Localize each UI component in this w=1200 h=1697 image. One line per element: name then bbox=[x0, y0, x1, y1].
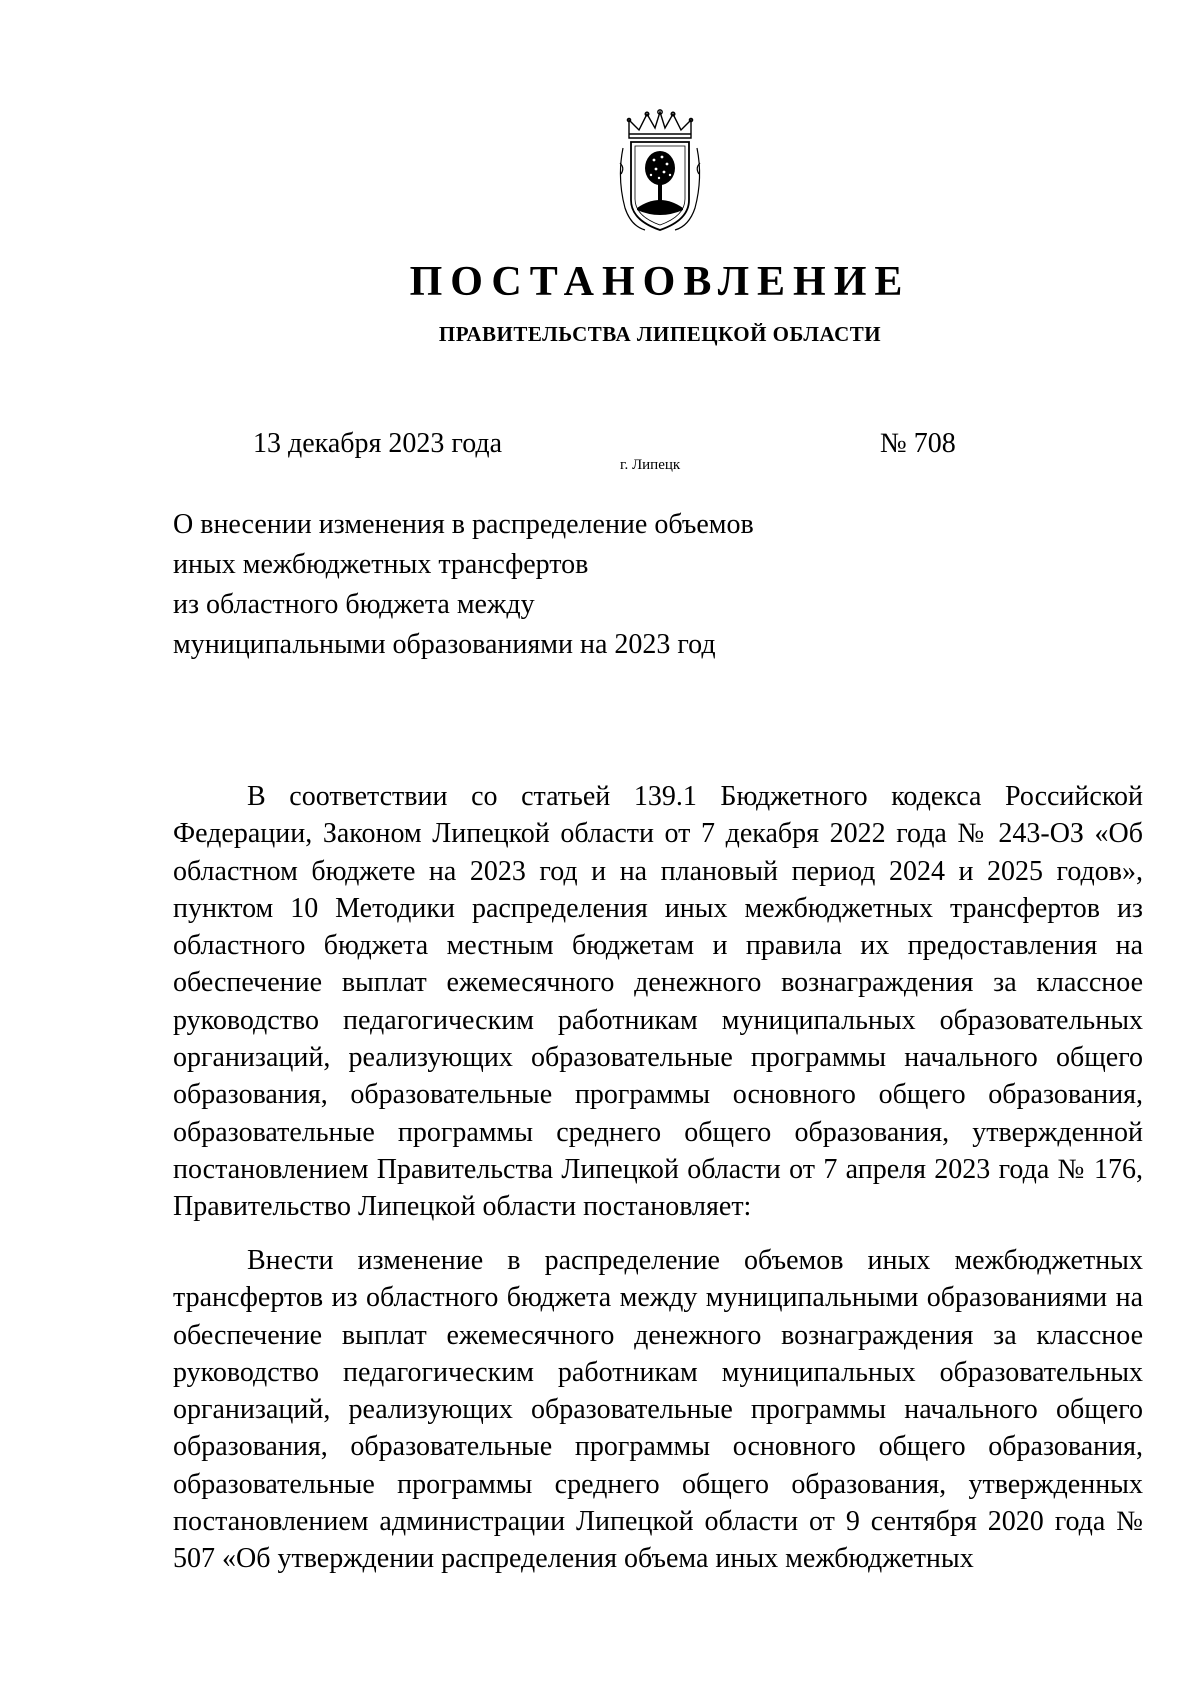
subject-line: иных межбюджетных трансфертов bbox=[173, 549, 589, 580]
issuing-authority: ПРАВИТЕЛЬСТВА ЛИПЕЦКОЙ ОБЛАСТИ bbox=[438, 322, 882, 346]
document-date: 13 декабря 2023 года bbox=[253, 428, 503, 459]
subject-line: из областного бюджета между bbox=[173, 589, 535, 620]
document-place: г. Липецк bbox=[620, 457, 681, 473]
body-paragraph: Внести изменение в распределение объемов иных межбюджетных трансфертов из областного бюджета между муниципальными образованиями на обеспечение выплат ежемесячного денежного вознаграждения за классное руководство педагогическим работникам муниципальных образовательных организаций, реализующих образовательные программы начального общего образования, образовательные программы основного общего образования, образовательные программы среднего общего образования, утвержденных постановлением администрации Липецкой области от 9 сентября 2020 года № 507 «Об утверждении распределения объема иных межбюджетных bbox=[173, 1245, 1143, 1575]
lipetsk-coat-of-arms-icon bbox=[615, 108, 705, 236]
document-number: № 708 bbox=[880, 428, 956, 459]
document-type-title: ПОСТАНОВЛЕНИЕ bbox=[409, 259, 911, 305]
subject-line: О внесении изменения в распределение объемов bbox=[173, 509, 754, 540]
document-subject bbox=[173, 505, 813, 665]
body-paragraph: В соответствии со статьей 139.1 Бюджетного кодекса Российской Федерации, Законом Липецкой области от 7 декабря 2022 года № 243-ОЗ «Об областном бюджете на 2023 год и на плановый период 2024 и 2025 годов», пунктом 10 Методики распределения иных межбюджетных трансфертов из областного бюджета местным бюджетам и правила их предоставления на обеспечение выплат ежемесячного денежного вознаграждения за классное руководство педагогическим работникам муниципальных образовательных организаций, реализующих образовательные программы начального общего образования, образовательные программы основного общего образования, образовательные программы среднего общего образования, утвержденной постановлением Правительства Липецкой области от 7 апреля 2023 года № 176, Правительство Липецкой области постановляет: bbox=[173, 781, 1143, 1223]
subject-line: муниципальными образованиями на 2023 год bbox=[173, 629, 716, 660]
